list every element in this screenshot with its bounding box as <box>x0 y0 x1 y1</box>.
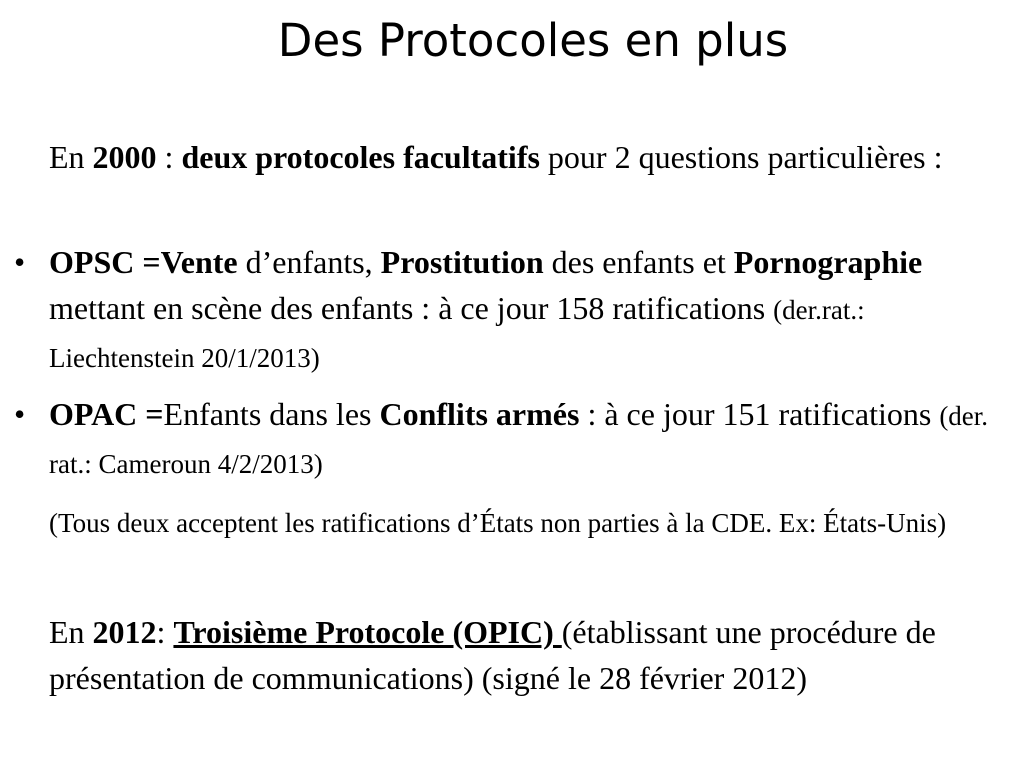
outro-year: 2012 <box>92 614 157 650</box>
bullet-bold-text: Pornographie <box>733 244 923 280</box>
bullet-text: : à ce jour 151 ratifications <box>579 396 940 432</box>
bullet-opac <box>49 391 999 487</box>
bullet-text: d’enfants, <box>237 244 381 280</box>
intro-year: 2000 <box>92 139 157 175</box>
bullet-marker: • <box>14 244 26 280</box>
outro-paragraph <box>49 609 999 701</box>
bullet-text: Enfants dans les <box>163 396 380 432</box>
outro-text: : <box>156 614 174 650</box>
outro-text: En <box>49 614 93 650</box>
bullet-opsc <box>49 239 999 381</box>
bullet-bold-text: Conflits armés <box>379 396 580 432</box>
bullet-ratification-note: (der. rat.: Cameroun 4/2/2013) <box>49 401 989 479</box>
intro-paragraph <box>49 134 999 180</box>
outro-text: (établissant une procédure de présentation de communications) (signé le 28 février 2012) <box>49 614 936 696</box>
bullet-bold-text: Vente <box>160 244 238 280</box>
slide-title: Des Protocoles en plus <box>277 14 789 67</box>
intro-bold-text: deux protocoles facultatifs <box>181 139 540 175</box>
intro-text: pour 2 questions particulières : <box>539 139 943 175</box>
bullet-marker: • <box>14 396 26 432</box>
intro-text: En <box>49 139 93 175</box>
bullet-code: OPSC = <box>49 244 161 280</box>
opic-protocol-label: Troisième Protocole (OPIC) <box>173 614 562 650</box>
note-paragraph: (Tous deux acceptent les ratifications d’États non parties à la CDE. Ex: États-Unis) <box>49 508 947 538</box>
bullet-ratification-note: (der.rat.: Liechtenstein 20/1/2013) <box>49 295 865 373</box>
intro-text: : <box>156 139 182 175</box>
bullet-code: OPAC = <box>49 396 164 432</box>
bullet-bold-text: Prostitution <box>380 244 544 280</box>
bullet-text: des enfants et <box>543 244 734 280</box>
bullet-text: mettant en scène des enfants : à ce jour 158 ratifications <box>49 290 774 326</box>
